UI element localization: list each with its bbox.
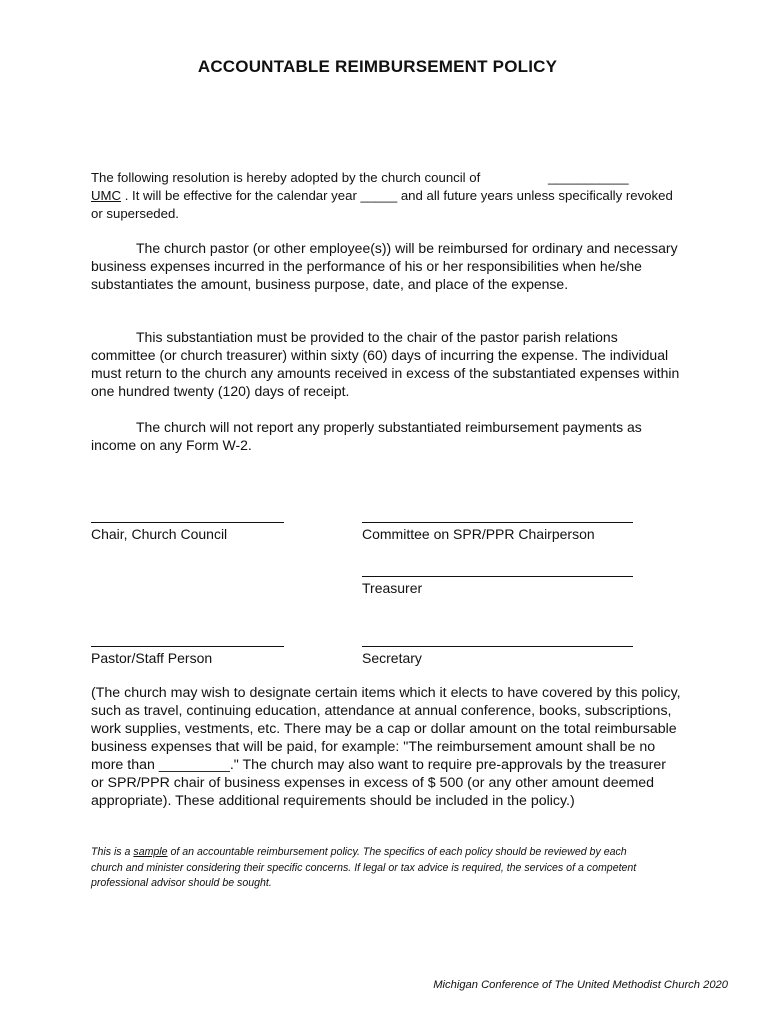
committee-signature-line [362,522,633,523]
church-name-blank: ___________ [547,170,629,185]
designation-note: (The church may wish to designate certain items which it elects to have covered by this policy, such as travel, continuing education, attendance at annual conference, books, subscriptions, work supplies, vestments, etc. There may be a cap or dollar amount on the total reimbursable business expenses that will be paid, for example: "The reimbursement amount shall be no more than _________." The church may also want to require pre-approvals by the treasurer or SPR/PPR chair of business expenses in excess of $ 500 (or any other amount deemed appropriate). These additional requirements should be included in the policy.) [91,685,681,809]
resolution-text-start: The following resolution is hereby adopted by the church council of [91,170,481,185]
pastor-signature-label: Pastor/Staff Person [91,650,213,666]
umc-label: UMC [91,188,122,203]
secretary-signature-line [362,646,633,647]
committee-signature-label: Committee on SPR/PPR Chairperson [362,526,595,542]
treasurer-signature-label: Treasurer [362,580,423,596]
substantiation-paragraph: This substantiation must be provided to the chair of the pastor parish relations committee (or church treasurer) within sixty (60) days of incurring the expense. The individual must return to the church any amounts received in excess of the substantiated expenses within one hundred twenty (120) days of receipt. [91,329,680,399]
disclaimer-sample-word: sample [133,846,168,858]
sample-disclaimer [91,845,651,892]
disclaimer-prefix: This is a [91,846,134,858]
secretary-signature-label: Secretary [362,650,422,666]
chair-signature-label: Chair, Church Council [91,526,228,542]
pastor-signature-line [91,646,284,647]
footer-text: Michigan Conference of The United Methodist Church 2020 [433,979,728,991]
resolution-text-end: . It will be effective for the calendar year _____ and all future years unless specifically revoked or superseded. [91,188,673,221]
disclaimer-rest: of an accountable reimbursement policy. The specifics of each policy should be reviewed by each church and minister considering their specific concerns. If legal or tax advice is required, the services of a competent professional advisor should be sought. [91,846,637,889]
reimbursement-paragraph: The church pastor (or other employee(s)) will be reimbursed for ordinary and necessary business expenses incurred in the performance of his or her responsibilities when he/she substantiates the amount, business purpose, date, and place of the expense. [91,240,678,292]
resolution-paragraph [91,169,681,223]
w2-paragraph: The church will not report any properly substantiated reimbursement payments as income on any Form W-2. [91,419,642,453]
treasurer-signature-line [362,576,633,577]
chair-signature-line [91,522,284,523]
document-title: ACCOUNTABLE REIMBURSEMENT POLICY [197,57,558,76]
